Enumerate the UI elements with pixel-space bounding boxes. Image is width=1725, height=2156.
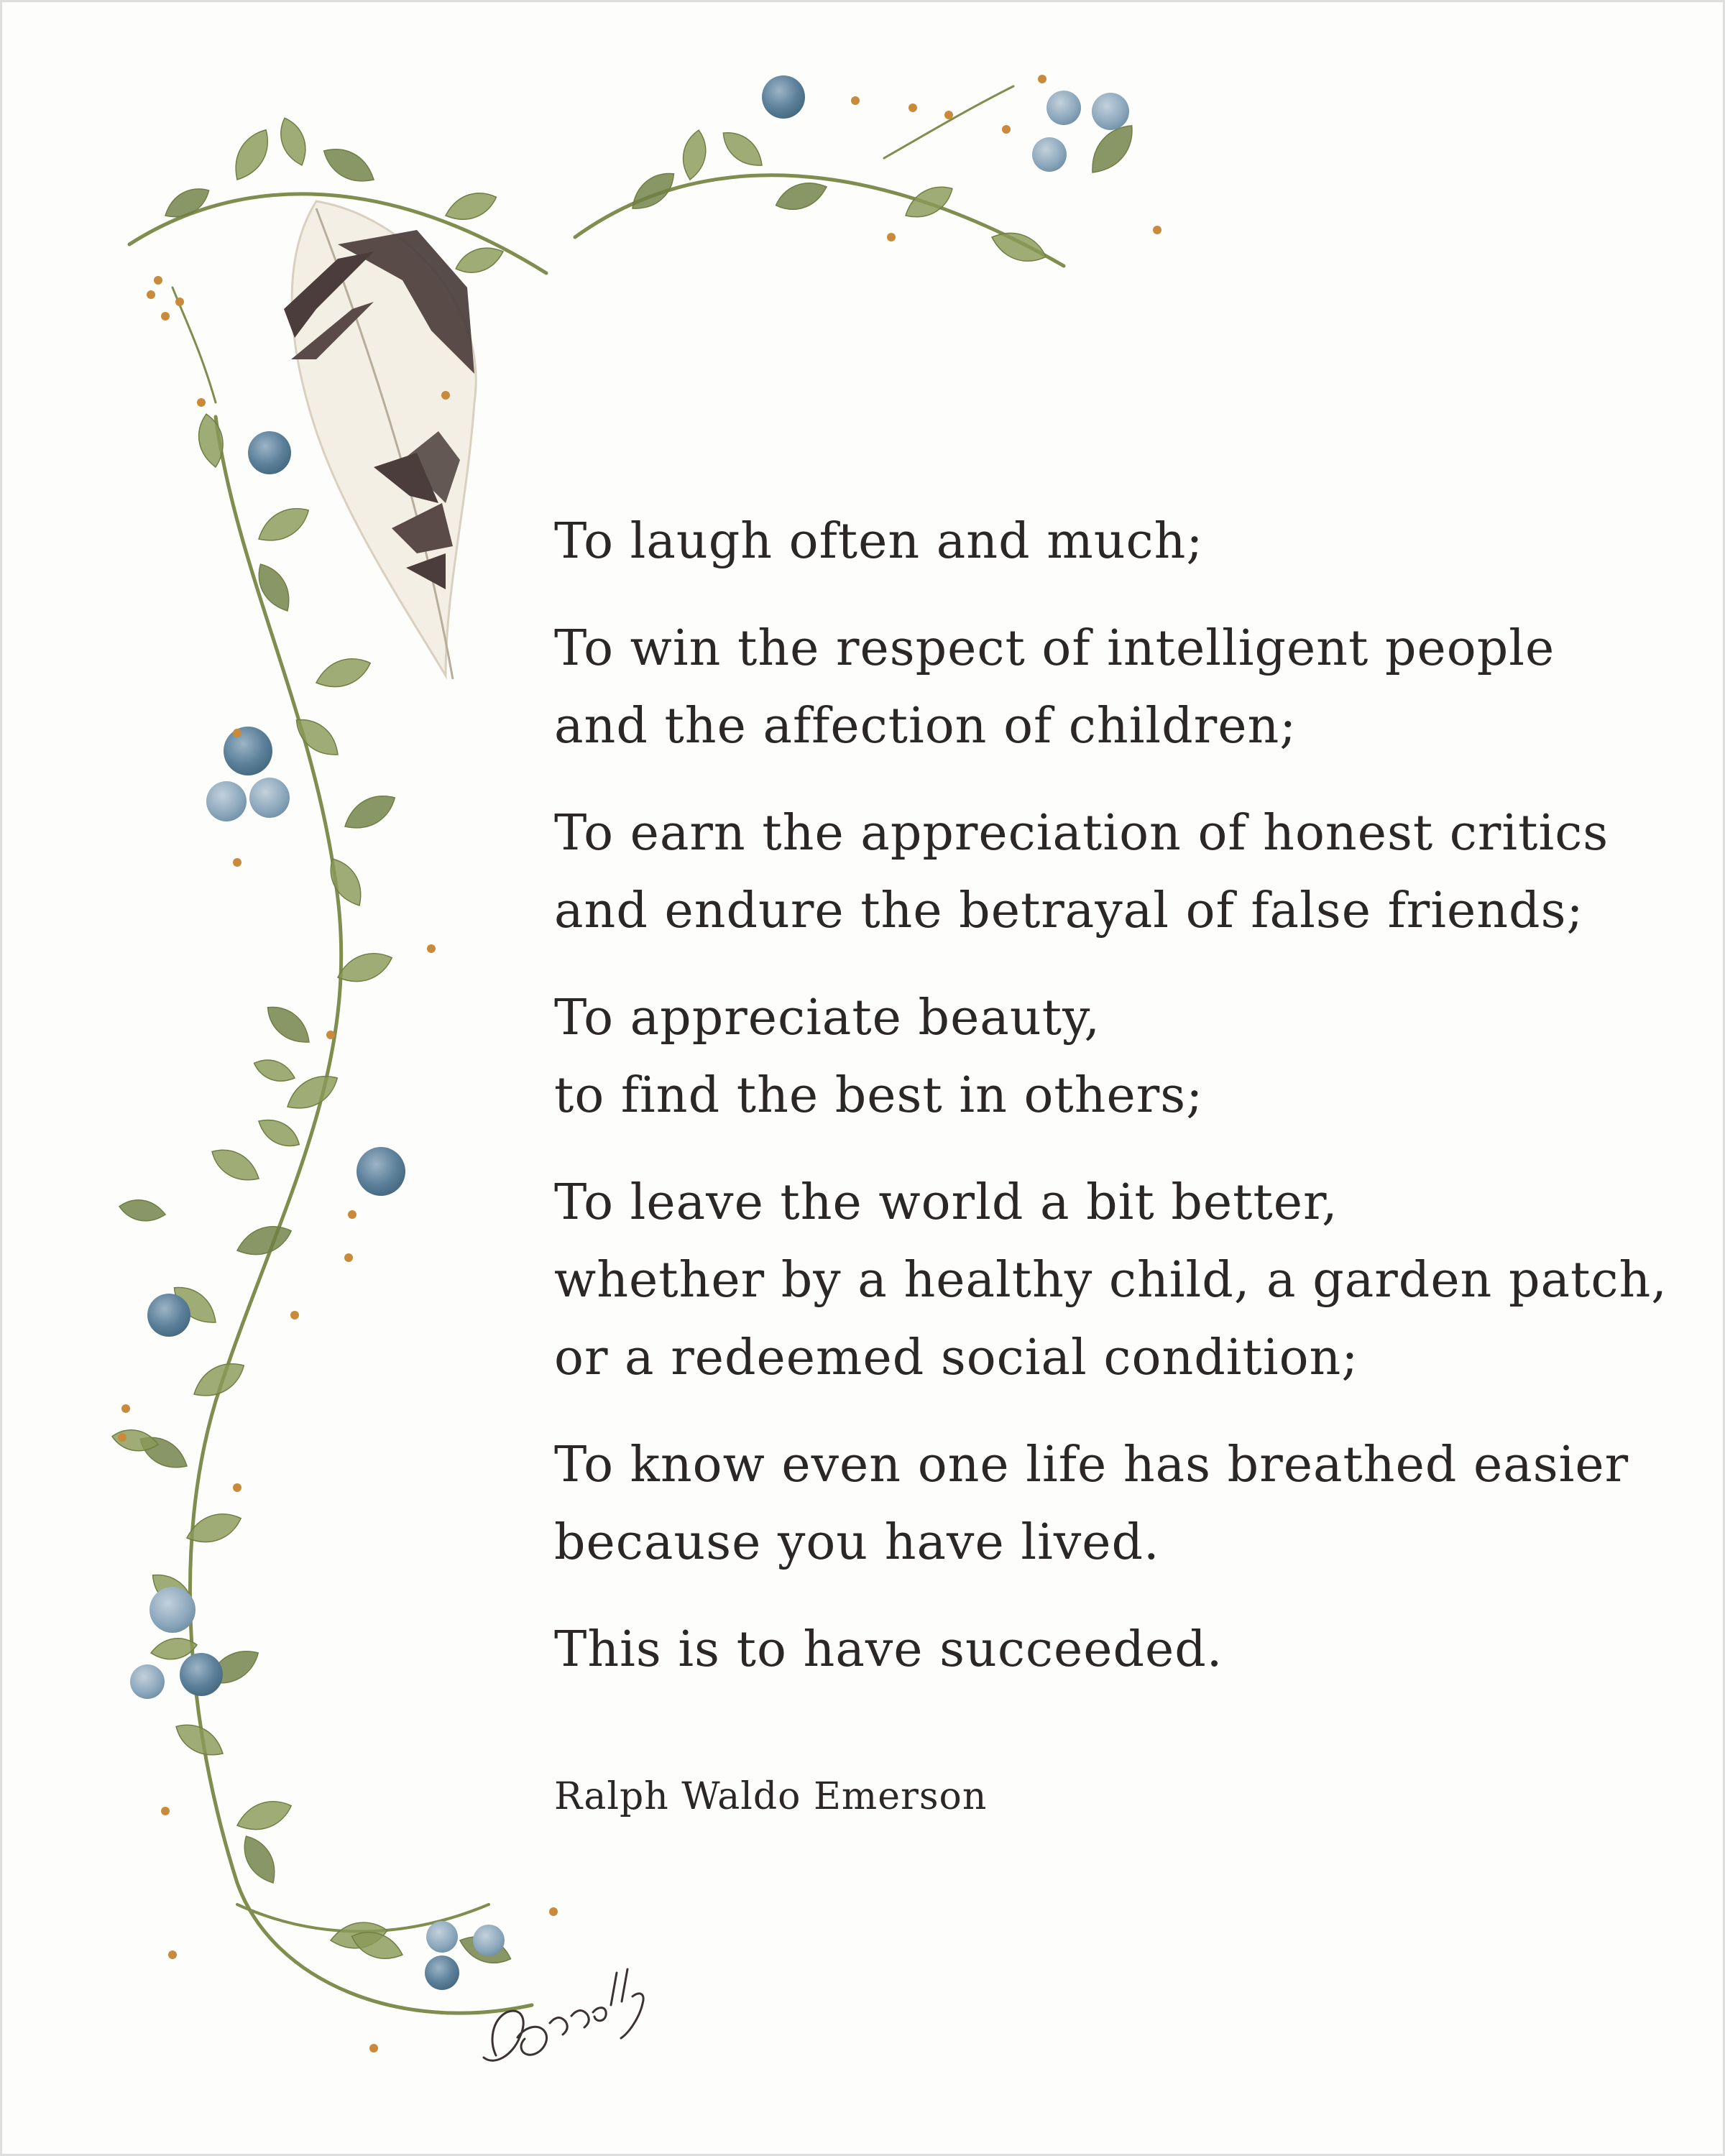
feather-illustration [284,201,476,679]
berry [249,778,290,818]
ochre-dot [549,1907,558,1916]
poem-line: and endure the betrayal of false friends; [554,883,1584,939]
poem-line: because you have lived. [554,1514,1160,1571]
ochre-dot [326,1031,335,1039]
berry [147,1294,190,1337]
ochre-dot [161,1807,170,1815]
ochre-dot [175,298,184,306]
berry [762,75,805,119]
ochre-dot [168,1950,177,1959]
poem-stanza [554,795,1675,950]
poem-line: and the affection of children; [554,698,1297,755]
leaf-shape [251,1054,298,1087]
leaf-shape [772,176,831,216]
poem-line: This is to have succeeded. [554,1621,1223,1678]
leaf-shape [339,787,401,837]
leaf-shape [118,1197,167,1225]
leaf-shape [322,853,369,911]
ochre-dot [233,729,242,737]
berry [206,781,247,821]
leaf-shape [254,1112,304,1153]
ochre-dot [1153,226,1162,234]
leaf-shape [312,651,374,694]
ochre-dot [290,1311,299,1319]
ochre-dot [197,398,206,407]
poem-line: whether by a healthy child, a garden patch, [554,1252,1668,1309]
ochre-dot [944,111,953,119]
leaf-shape [318,140,380,190]
leaf-shape [252,499,315,550]
ochre-dot [1038,75,1046,83]
leaf-shape [275,114,312,169]
poem-line: or a redeemed social condition; [554,1330,1359,1386]
ochre-dot [233,858,242,867]
ochre-dot [851,96,860,105]
berry [248,431,291,474]
ochre-dot [369,2044,378,2053]
poem-stanza [554,1611,1675,1689]
leaf-shape [625,165,681,217]
berry [130,1664,165,1699]
poem-line: to find the best in others; [554,1067,1204,1124]
ochre-dot [908,103,917,112]
poem-stanza [554,610,1675,765]
ochre-dot [348,1210,356,1219]
poem-stanza [554,1164,1675,1397]
berry [224,727,272,775]
leaf-shape [236,1830,283,1889]
leaf-shape [334,946,396,989]
berry [425,1955,459,1990]
leaf-shape [441,186,500,226]
berry [356,1147,405,1196]
poem-line: To appreciate beauty, [554,990,1100,1046]
berry [473,1925,505,1956]
leaf-shape [900,178,958,226]
poem-line: To know even one life has breathed easier [554,1437,1629,1493]
berry [1032,137,1067,172]
berry [1092,93,1129,130]
leaf-shape [160,181,214,225]
leaf-shape [260,998,316,1051]
ochre-dot [887,233,896,241]
berry [150,1587,196,1633]
poem-line: To laugh often and much; [554,513,1204,570]
berry [426,1921,458,1953]
ochre-dot [154,276,162,285]
poem-line: To win the respect of intelligent people [554,620,1555,677]
artist-signature [484,1969,643,2060]
ochre-dot [161,312,170,321]
leaf-shape [226,124,277,186]
ochre-dot [441,391,450,400]
ochre-dot [147,290,155,299]
poem-author: Ralph Waldo Emerson [554,1775,988,1818]
poem-stanza [554,503,1675,581]
poem-stanza [554,980,1675,1135]
ochre-dot [344,1253,353,1262]
leaf-shape [717,124,769,173]
leaf-shape [188,1355,250,1405]
ochre-dot [121,1404,130,1413]
berry [180,1653,223,1696]
ochre-dot [233,1483,242,1492]
ochre-dot [427,944,436,953]
ochre-dot [118,1433,126,1442]
leaf-shape [233,1794,295,1837]
poem-body [554,503,1675,1718]
berry [1046,91,1081,125]
poem-line: To earn the appreciation of honest critics [554,805,1609,862]
poem-line: To leave the world a bit better, [554,1174,1338,1231]
leaf-shape [679,128,709,181]
ochre-dot [1002,125,1011,134]
poem-stanza [554,1427,1675,1582]
leaf-shape [206,1141,264,1189]
leaf-shape [233,1219,295,1262]
